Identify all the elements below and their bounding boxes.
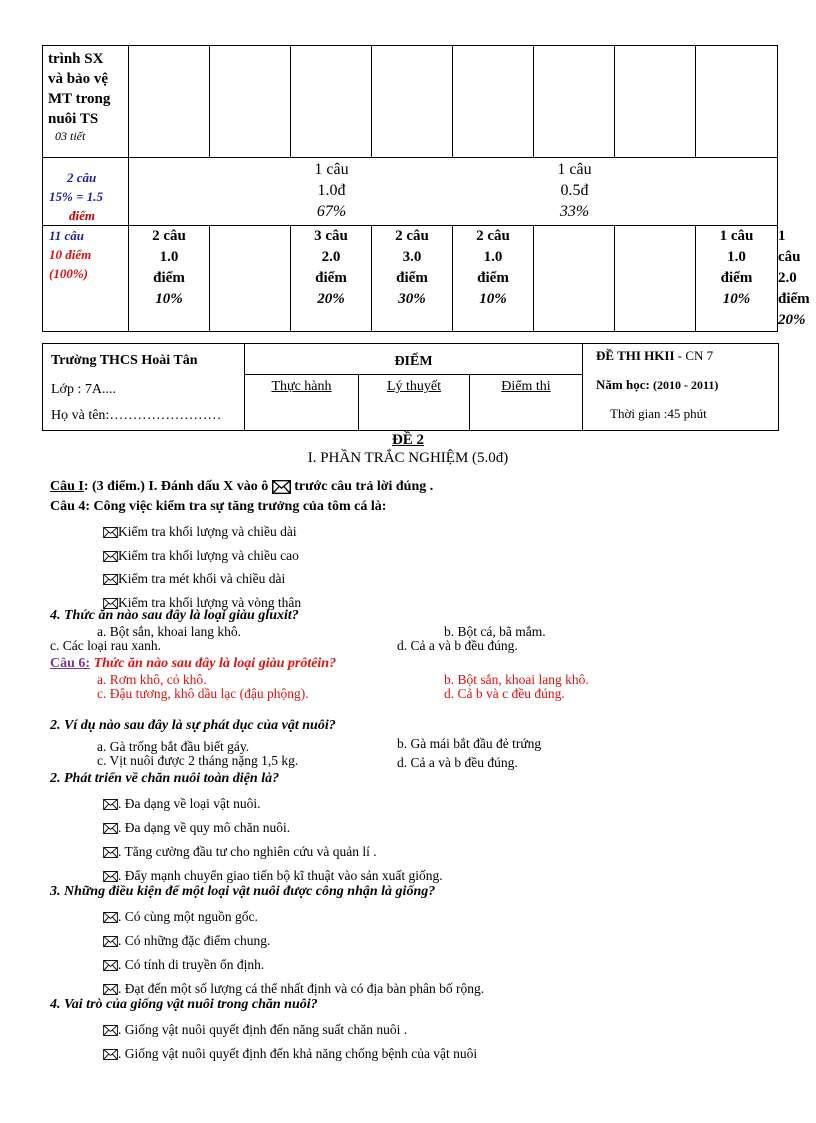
q4c-options <box>103 1018 477 1066</box>
option-text: . Đạt đến một số lượng cá thể nhất định và có địa bàn phân bố rộng. <box>118 981 485 996</box>
instruction-tail: trước câu trả lời đúng . <box>294 479 434 494</box>
option[interactable] <box>103 544 301 568</box>
q6-heading <box>50 656 336 672</box>
school-name: Trường THCS Hoài Tân <box>51 353 198 368</box>
total-cell <box>453 226 534 332</box>
cell-pct: 30% <box>398 291 426 307</box>
score-practice: Thực hành <box>271 379 332 394</box>
option-text: . Có tính di truyền ổn định. <box>118 957 265 972</box>
option-text: . Giống vật nuôi quyết định đến năng suất chăn nuôi . <box>118 1022 408 1037</box>
checkbox-icon[interactable] <box>103 823 118 834</box>
exam-subject: - CN 7 <box>674 348 714 363</box>
checkbox-icon[interactable] <box>103 527 118 538</box>
year-label: Năm học: <box>596 377 650 392</box>
option-text: . Đẩy mạnh chuyển giao tiến bộ kĩ thuật vào sản xuất giống. <box>118 868 443 883</box>
checkbox-icon[interactable] <box>103 847 118 858</box>
subtotal-count: 2 câu <box>67 170 97 185</box>
class-field[interactable]: Lớp : 7A.... <box>51 382 116 397</box>
checkbox-icon <box>272 480 291 494</box>
option-text: Kiểm tra khối lượng và chiều dài <box>118 524 297 539</box>
option[interactable] <box>103 816 443 840</box>
q6-label: Câu 6: <box>50 656 91 671</box>
cell-pct: 10% <box>155 291 183 307</box>
q6-a[interactable]: a. Rơm khô, cỏ khô. <box>97 672 207 687</box>
subtotal-unit: điểm <box>69 208 95 223</box>
cell-count: 1 câu <box>719 228 754 244</box>
topic-line: trình SX <box>48 51 104 67</box>
checkbox-icon[interactable] <box>103 799 118 810</box>
checkbox-icon[interactable] <box>103 960 118 971</box>
option[interactable] <box>103 567 301 591</box>
total-cell <box>129 226 210 332</box>
subtotal-percent: 15% = 1.5 <box>49 189 103 204</box>
checkbox-icon[interactable] <box>103 1049 118 1060</box>
topic-label-cell <box>43 46 129 158</box>
q3-title: 3. Những điều kiện để một loại vật nuôi được công nhận là giống? <box>50 884 436 899</box>
option[interactable] <box>103 1042 477 1066</box>
checkbox-icon[interactable] <box>103 1025 118 1036</box>
cell-score: 1.0 <box>159 249 179 265</box>
matrix-row-total: 11 câu 10 điểm (100%) 2 câu 1.0 điểm 10% 3 câu 2.0 điểm 20% 2 câu 3.0 điểm 30% 2 câu 1.0 điểm 10% 1 câu 1.0 điểm 10% 1 câu 2.0 điểm 20% <box>43 226 778 332</box>
cell-unit: điểm <box>396 270 428 286</box>
q2b-title: 2. Phát triển về chăn nuôi toàn diện là? <box>50 771 280 786</box>
cell-unit: điểm <box>720 270 753 286</box>
score-title: ĐIỂM <box>394 354 433 369</box>
total-label-cell <box>43 226 129 332</box>
cell-count: 3 câu <box>314 228 348 244</box>
school-year <box>596 377 718 393</box>
topic-line: MT trong <box>48 91 111 107</box>
cell-unit: điểm <box>315 270 347 286</box>
option[interactable] <box>103 840 443 864</box>
exam-title-text: ĐỀ THI HKII <box>596 348 675 363</box>
exam-header <box>42 343 779 431</box>
q4b-d[interactable]: d. Cả a và b đều đúng. <box>397 638 518 653</box>
option[interactable] <box>103 905 484 929</box>
q2b-options <box>103 792 443 888</box>
checkbox-icon[interactable] <box>103 936 118 947</box>
student-name-field[interactable]: Họ và tên:…………………… <box>51 408 222 423</box>
total-percent: (100%) <box>49 266 88 281</box>
instruction <box>50 478 433 496</box>
instruction-label: Câu I <box>50 479 84 494</box>
cell-unit: điểm <box>477 270 509 286</box>
subtotal-col6-count: 1 câu <box>557 161 592 178</box>
option[interactable] <box>103 1018 477 1042</box>
subtotal-col6-score: 0.5đ <box>560 182 589 199</box>
option-text: . Tăng cường đầu tư cho nghiên cứu và quản lí . <box>118 844 377 859</box>
q4b-title: 4. Thức ăn nào sau đây là loại giàu gluxit? <box>50 608 299 623</box>
option-text: . Đa dạng về loại vật nuôi. <box>118 796 261 811</box>
q4b-c[interactable]: c. Các loại rau xanh. <box>50 638 161 653</box>
option-text: . Đa dạng về quy mô chăn nuôi. <box>118 820 291 835</box>
q4c-title: 4. Vai trò của giống vật nuôi trong chăn nuôi? <box>50 997 318 1012</box>
cell-score: 2.0 <box>321 249 341 265</box>
q4a-title: Câu 4: Công việc kiểm tra sự tăng trưởng của tôm cá là: <box>50 499 387 514</box>
q4b-a[interactable]: a. Bột sắn, khoai lang khô. <box>97 624 241 639</box>
cell-pct: 10% <box>722 291 751 307</box>
topic-line: nuôi TS <box>48 111 99 127</box>
checkbox-icon[interactable] <box>103 551 118 562</box>
q2a-title: 2. Ví dụ nào sau đây là sự phát dục của vật nuôi? <box>50 718 336 733</box>
exam-code: ĐỀ 2 <box>391 432 425 448</box>
q2a-a[interactable]: a. Gà trống bắt đầu biết gáy. <box>97 739 250 754</box>
subtotal-label-cell <box>43 158 129 226</box>
total-cell <box>372 226 453 332</box>
exam-title <box>596 348 713 364</box>
topic-line: và bảo vệ <box>48 71 108 87</box>
year-value: (2010 - 2011) <box>653 378 719 392</box>
q2a-d[interactable]: d. Cả a và b đều đúng. <box>397 755 518 770</box>
cell-count: 2 câu <box>152 228 186 244</box>
subtotal-col6-pct: 33% <box>559 203 590 220</box>
q4b-b[interactable]: b. Bột cá, bã mắm. <box>444 624 546 639</box>
total-points: 10 điểm <box>49 247 92 262</box>
option[interactable] <box>103 953 484 977</box>
total-cell <box>696 226 778 332</box>
score-exam: Điểm thi <box>501 379 551 394</box>
q6-d[interactable]: d. Cả b và c đều đúng. <box>444 686 565 701</box>
option[interactable] <box>103 520 301 544</box>
matrix-row-subtotal <box>43 158 778 226</box>
total-count: 11 câu <box>49 228 85 243</box>
checkbox-icon[interactable] <box>103 912 118 923</box>
option-text: Kiểm tra mét khối và chiều dài <box>118 571 286 586</box>
cell-score: 3.0 <box>402 249 422 265</box>
q2a-c[interactable]: c. Vịt nuôi được 2 tháng nặng 1,5 kg. <box>97 753 299 768</box>
q6-title: Thức ăn nào sau đây là loại giàu prôtêin? <box>93 656 337 671</box>
cell-count: 2 câu <box>476 228 510 244</box>
checkbox-icon[interactable] <box>103 871 118 882</box>
checkbox-icon[interactable] <box>103 574 118 585</box>
total-cell <box>291 226 372 332</box>
q6-b[interactable]: b. Bột sắn, khoai lang khô. <box>444 672 589 687</box>
cell-pct: 20% <box>317 291 345 307</box>
option-text: . Giống vật nuôi quyết định đến khả năng chống bệnh của vật nuôi <box>118 1046 478 1061</box>
option-text: . Có cùng một nguồn gốc. <box>118 909 258 924</box>
cell-pct: 10% <box>479 291 507 307</box>
subtotal-col3-score: 1.0đ <box>317 182 346 199</box>
instruction-text: : (3 điểm.) I. Đánh dấu X vào ô <box>83 479 269 494</box>
option-text: Kiểm tra khối lượng và vòng thân <box>118 594 302 610</box>
score-theory: Lý thuyết <box>386 379 442 394</box>
section-title: I. PHẦN TRẮC NGHIỆM (5.0đ) <box>307 450 509 466</box>
matrix-row-topic <box>43 46 778 158</box>
option-text: . Có những đặc điểm chung. <box>118 933 271 948</box>
cell-count: 2 câu <box>395 228 429 244</box>
exam-time: Thời gian :45 phút <box>610 406 707 421</box>
cell-score: 1.0 <box>727 249 746 265</box>
subtotal-col3-count: 1 câu <box>314 161 349 178</box>
checkbox-icon[interactable] <box>103 984 118 995</box>
q4a-options <box>103 520 301 614</box>
subtotal-col3-pct: 67% <box>316 203 347 220</box>
topic-hours: 03 tiết <box>55 129 86 143</box>
matrix-table <box>42 45 810 332</box>
q3-options <box>103 905 484 1001</box>
q6-c[interactable]: c. Đậu tương, khô dầu lạc (đậu phộng). <box>97 686 309 701</box>
q2a-b[interactable]: b. Gà mái bắt đầu đẻ trứng <box>397 736 542 751</box>
cell-score: 1.0 <box>483 249 503 265</box>
option[interactable] <box>103 929 484 953</box>
option[interactable] <box>103 792 443 816</box>
cell-unit: điểm <box>153 270 185 286</box>
subtotal-values-cell <box>129 158 778 226</box>
option-text: Kiểm tra khối lượng và chiều cao <box>118 547 299 563</box>
